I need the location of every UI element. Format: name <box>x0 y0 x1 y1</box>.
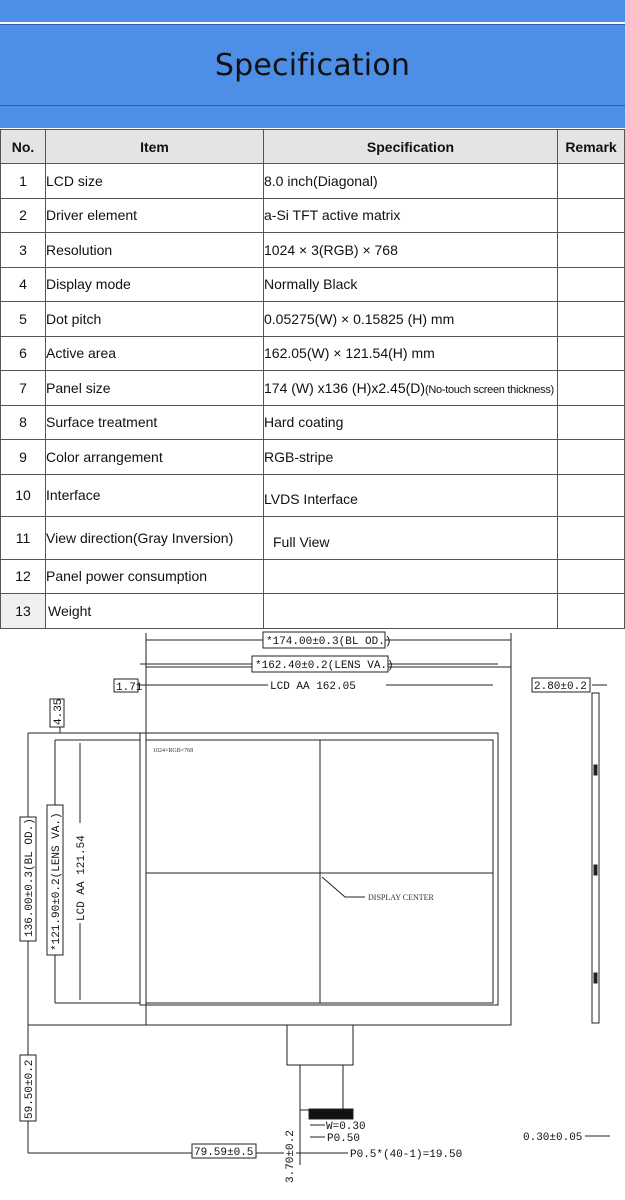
table-row <box>1 198 625 233</box>
dim-fpc-thickness: 0.30±0.05 <box>523 1132 583 1144</box>
cell-remark <box>558 405 625 440</box>
dim-lens-height: *121.90±0.2(LENS VA.) <box>51 812 63 951</box>
cell-item: Color arrangement <box>46 440 264 475</box>
cell-no: 12 <box>1 559 46 594</box>
header-spec: Specification <box>264 130 558 164</box>
cell-no: 7 <box>1 371 46 406</box>
cell-no: 11 <box>1 517 46 560</box>
cell-item: View direction(Gray Inversion) <box>46 517 264 560</box>
table-row <box>1 440 625 475</box>
cell-remark <box>558 517 625 560</box>
cell-spec: 162.05(W) × 121.54(H) mm <box>264 336 558 371</box>
cell-item: Dot pitch <box>46 302 264 337</box>
panel-size-value: 174 (W) x136 (H)x2.45(D) <box>264 379 426 396</box>
cell-no: 4 <box>1 267 46 302</box>
cell-remark <box>558 440 625 475</box>
cell-item: Surface treatment <box>46 405 264 440</box>
cell-item: Active area <box>46 336 264 371</box>
dim-fpc-left: 79.59±0.5 <box>194 1147 254 1159</box>
fpc-upper <box>287 1025 353 1065</box>
dim-lens-width: *162.40±0.2(LENS VA.) <box>255 660 394 672</box>
table-row <box>1 302 625 337</box>
fpc-lower <box>300 1065 343 1110</box>
table-row <box>1 405 625 440</box>
dim-left-offset: 1.71 <box>116 682 143 694</box>
table-row <box>1 559 625 594</box>
cell-spec: RGB-stripe <box>264 440 558 475</box>
table-row <box>1 233 625 268</box>
dim-fpc-p: P0.50 <box>327 1133 361 1145</box>
table-row <box>1 517 625 560</box>
cell-item: Driver element <box>46 198 264 233</box>
bl-outline <box>146 667 511 1025</box>
table-row <box>1 474 625 517</box>
cell-remark <box>558 336 625 371</box>
table-row <box>1 371 625 406</box>
cell-item: Interface <box>46 474 264 517</box>
cell-no: 10 <box>1 474 46 517</box>
cell-remark <box>558 164 625 199</box>
side-mark <box>594 865 597 875</box>
cell-spec: Full View <box>264 517 558 560</box>
cell-remark <box>558 302 625 337</box>
cell-no: 1 <box>1 164 46 199</box>
header-remark: Remark <box>558 130 625 164</box>
cell-no: 2 <box>1 198 46 233</box>
dim-bl-width: *174.00±0.3(BL OD.) <box>266 636 392 648</box>
spec-table <box>0 129 625 629</box>
cell-no: 6 <box>1 336 46 371</box>
dim-fpc-length: 59.50±0.2 <box>24 1059 36 1119</box>
cell-spec: LVDS Interface <box>264 474 558 517</box>
cell-remark <box>558 474 625 517</box>
cell-remark <box>558 559 625 594</box>
cell-spec: 1024 × 3(RGB) × 768 <box>264 233 558 268</box>
cell-remark <box>558 267 625 302</box>
title-banner <box>0 24 625 106</box>
cell-spec <box>264 559 558 594</box>
dim-fpc-height: 3.70±0.2 <box>285 1130 297 1183</box>
mechanical-drawing <box>0 625 625 1200</box>
cell-spec <box>264 594 558 629</box>
dim-bl-height: 136.00±0.3(BL OD.) <box>24 818 36 937</box>
cell-spec <box>264 371 558 406</box>
fpc-contacts <box>309 1109 353 1119</box>
dim-fpc-pitch: P0.5*(40-1)=19.50 <box>350 1149 463 1161</box>
header-item: Item <box>46 130 264 164</box>
cell-remark <box>558 594 625 629</box>
cell-no: 8 <box>1 405 46 440</box>
lens-outline <box>140 733 498 1005</box>
cell-item: Weight <box>46 594 264 629</box>
header-no: No. <box>1 130 46 164</box>
cell-item: Panel size <box>46 371 264 406</box>
center-leader <box>322 877 365 897</box>
dim-thickness: 2.80±0.2 <box>534 681 587 693</box>
table-row <box>1 267 625 302</box>
display-center-label: DISPLAY CENTER <box>368 893 434 902</box>
side-mark <box>594 765 597 775</box>
panel-size-note: (No-touch screen thickness) <box>425 383 554 396</box>
dim-lcd-width: LCD AA 162.05 <box>270 681 356 693</box>
cell-remark <box>558 198 625 233</box>
cell-remark <box>558 233 625 268</box>
cell-item: Panel power consumption <box>46 559 264 594</box>
cell-remark <box>558 371 625 406</box>
table-row <box>1 594 625 629</box>
dim-lcd-height: LCD AA 121.54 <box>76 835 88 921</box>
page-title: Specification <box>214 47 411 83</box>
cell-item: Resolution <box>46 233 264 268</box>
table-row <box>1 164 625 199</box>
cell-item: LCD size <box>46 164 264 199</box>
resolution-label: 1024×RGB×768 <box>153 748 194 754</box>
cell-spec: Normally Black <box>264 267 558 302</box>
table-row <box>1 336 625 371</box>
cell-spec: Hard coating <box>264 405 558 440</box>
top-strip <box>0 0 625 22</box>
dim-fpc-w: W=0.30 <box>326 1121 366 1133</box>
cell-no: 13 <box>1 594 46 629</box>
cell-spec: 0.05275(W) × 0.15825 (H) mm <box>264 302 558 337</box>
cell-no: 5 <box>1 302 46 337</box>
table-header-row <box>1 130 625 164</box>
cell-no: 3 <box>1 233 46 268</box>
cell-spec: 8.0 inch(Diagonal) <box>264 164 558 199</box>
cell-spec: a-Si TFT active matrix <box>264 198 558 233</box>
dim-top-offset: 4.35 <box>53 698 65 725</box>
side-mark <box>594 973 597 983</box>
banner-gap <box>0 106 625 128</box>
cell-no: 9 <box>1 440 46 475</box>
cell-item: Display mode <box>46 267 264 302</box>
